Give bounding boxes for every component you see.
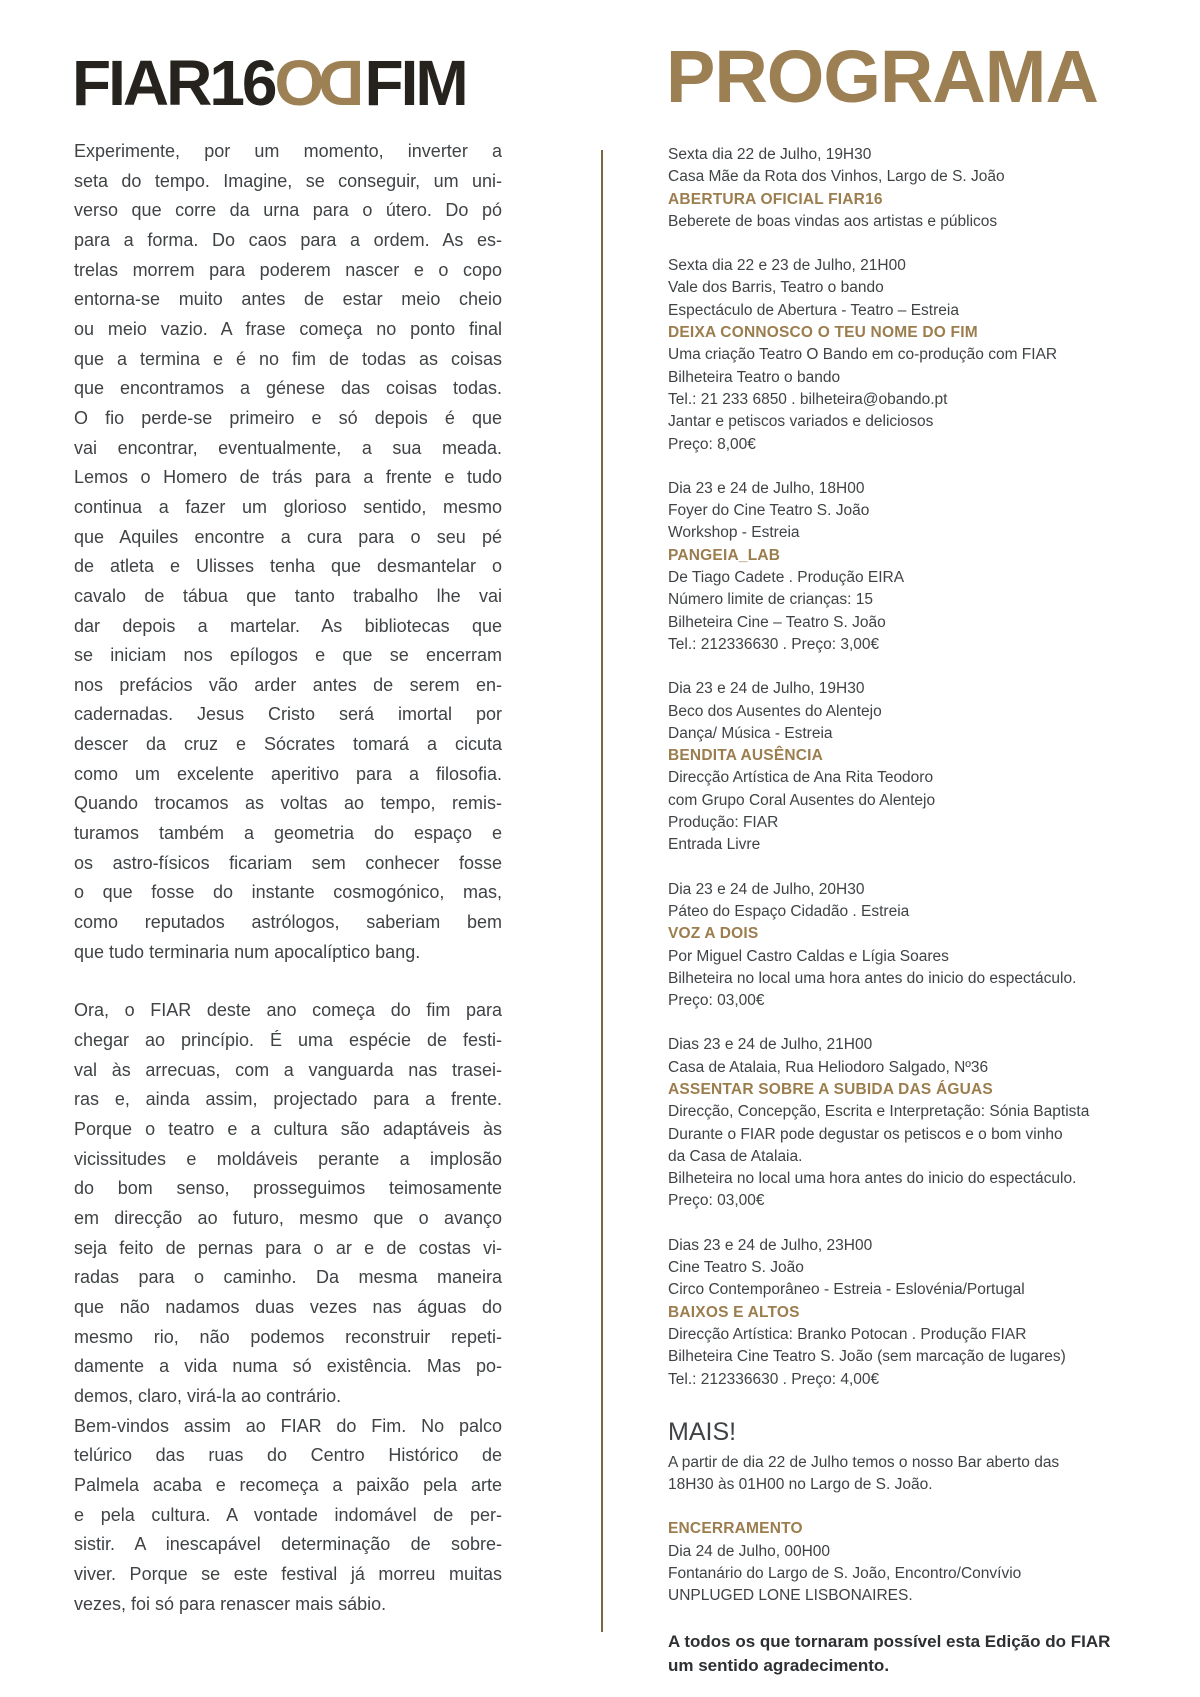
intro-line: damente a vida numa só existência. Mas po- <box>74 1356 502 1377</box>
intro-line: O fio perde-se primeiro e só depois é que <box>74 407 502 428</box>
intro-line: continua a fazer um glorioso sentido, mesmo <box>74 496 502 517</box>
intro-line: Palmela acaba e recomeça a paixão pela arte <box>74 1474 502 1495</box>
mais-line: A partir de dia 22 de Julho temos o nosso Bar aberto das <box>668 1453 1060 1471</box>
intro-line: trelas morrem para poderem nascer e o copo <box>74 259 502 280</box>
intro-line: descer da cruz e Sócrates tomará a cicuta <box>74 734 502 755</box>
intro-paragraph-1 <box>74 137 502 967</box>
intro-line: se iniciam nos epílogos e que se encerram <box>74 645 502 666</box>
intro-line: radas para o caminho. Da mesma maneira <box>74 1267 502 1288</box>
event-block <box>668 1034 1188 1212</box>
event-venue: Casa de Atalaia, Rua Heliodoro Salgado, Nº36 <box>668 1058 989 1076</box>
intro-line: viver. Porque se este festival já morreu muitas <box>74 1563 502 1584</box>
event-price: Entrada Livre <box>668 836 761 854</box>
intro-line: telúrico das ruas do Centro Histórico de <box>74 1445 502 1466</box>
column-divider <box>601 150 603 1632</box>
event-block <box>668 144 1188 233</box>
event-price: Preço: 8,00€ <box>668 435 756 453</box>
intro-line: Porque o teatro e a cultura são adaptáveis às <box>74 1119 502 1139</box>
intro-line: cavalo de tábua que tanto trabalho lhe vai <box>74 585 502 606</box>
event-title: ABERTURA OFICIAL FIAR16 <box>668 190 883 208</box>
event-block <box>668 678 1188 856</box>
event-detail: Bilheteira no local uma hora antes do inicio do espectáculo. <box>668 1170 1077 1188</box>
event-block <box>668 255 1188 456</box>
intro-line: demos, claro, virá-la ao contrário. <box>74 1385 342 1406</box>
intro-paragraph-3 <box>74 1412 502 1620</box>
event-detail: Direcção Artística: Branko Potocan . Produção FIAR <box>668 1325 1027 1343</box>
event-venue: Casa Mãe da Rota dos Vinhos, Largo de S. João <box>668 168 1005 186</box>
event-block <box>668 879 1188 1013</box>
event-title: BENDITA AUSÊNCIA <box>668 747 824 765</box>
event-block <box>668 1235 1188 1391</box>
intro-line: que Aquiles encontre a cura para o seu pé <box>74 526 502 547</box>
event-genre: Dança/ Música - Estreia <box>668 724 833 742</box>
intro-line: val às arrecuas, com a vanguarda nas trasei- <box>74 1059 502 1080</box>
event-venue: Beco dos Ausentes do Alentejo <box>668 702 882 720</box>
event-title: DEIXA CONNOSCO O TEU NOME DO FIM <box>668 324 978 342</box>
event-detail: Bilheteira Cine Teatro S. João (sem marcação de lugares) <box>668 1348 1066 1366</box>
event-detail: Direcção, Concepção, Escrita e Interpretação: Sónia Baptista <box>668 1103 1090 1121</box>
event-date: Dia 23 e 24 de Julho, 20H30 <box>668 880 865 898</box>
intro-line: de atleta e Ulisses tenha que desmantelar o <box>74 556 502 577</box>
event-price: Tel.: 212336630 . Preço: 3,00€ <box>668 635 880 653</box>
intro-line: ras e, ainda assim, projectado para a frente. <box>74 1089 502 1110</box>
event-detail: De Tiago Cadete . Produção EIRA <box>668 569 905 587</box>
mais-line: 18H30 às 01H00 no Largo de S. João. <box>668 1476 933 1494</box>
intro-line: dar depois a martelar. As bibliotecas que <box>74 615 502 636</box>
encerramento-detail: UNPLUGED LONE LISBONAIRES. <box>668 1587 913 1605</box>
intro-line: sistir. A inescapável determinação de sobre- <box>74 1534 502 1555</box>
event-detail: Bilheteira Cine – Teatro S. João <box>668 613 886 631</box>
event-date: Sexta dia 22 e 23 de Julho, 21H00 <box>668 257 906 275</box>
thanks-note <box>668 1630 1188 1679</box>
intro-line: e pela cultura. A vontade indomável de per- <box>74 1504 502 1525</box>
event-detail: Direcção Artística de Ana Rita Teodoro <box>668 769 934 787</box>
event-detail: com Grupo Coral Ausentes do Alentejo <box>668 791 936 809</box>
events-list <box>668 144 1188 1391</box>
intro-line: que a termina e é no fim de todas as coisas <box>74 348 502 369</box>
event-date: Dias 23 e 24 de Julho, 23H00 <box>668 1236 873 1254</box>
event-detail: Produção: FIAR <box>668 814 779 832</box>
thanks-line: A todos os que tornaram possível esta Edição do FIAR <box>668 1631 1111 1651</box>
program-title: PROGRAMA <box>666 35 1098 118</box>
intro-line: Lemos o Homero de trás para a frente e tudo <box>74 467 502 488</box>
intro-line: vicissitudes e moldáveis perante a implosão <box>74 1148 502 1169</box>
intro-line: entorna-se muito antes de estar meio cheio <box>74 289 502 310</box>
event-block <box>668 478 1188 656</box>
intro-line: que não nadamos duas vezes nas águas do <box>74 1296 502 1317</box>
intro-line: verso que corre da urna para o útero. Do pó <box>74 200 502 221</box>
intro-line: seja feito de pernas para o ar e de costas vi- <box>74 1237 502 1258</box>
intro-line: vezes, foi só para renascer mais sábio. <box>74 1593 387 1614</box>
intro-line: que encontramos a génese das coisas todas. <box>74 378 502 399</box>
intro-line: ou meio vazio. A frase começa no ponto final <box>74 318 502 339</box>
encerramento-heading: ENCERRAMENTO <box>668 1520 803 1538</box>
event-venue: Cine Teatro S. João <box>668 1259 804 1277</box>
intro-line: mesmo rio, não podemos reconstruir repeti- <box>74 1326 502 1347</box>
event-title: VOZ A DOIS <box>668 925 759 943</box>
event-date: Dia 23 e 24 de Julho, 19H30 <box>668 680 865 698</box>
logo-text-fiar16: FIAR16 <box>72 47 275 119</box>
intro-line: os astro-físicos ficariam sem conhecer fosse <box>74 852 502 873</box>
event-detail: Uma criação Teatro O Bando em co-produção com FIAR <box>668 346 1058 364</box>
event-detail: Beberete de boas vindas aos artistas e públicos <box>668 212 998 230</box>
event-title: BAIXOS E ALTOS <box>668 1303 800 1321</box>
intro-line: que tudo terminaria num apocalíptico bang. <box>74 941 421 962</box>
event-venue: Vale dos Barris, Teatro o bando <box>668 279 884 297</box>
intro-line: Ora, o FIAR deste ano começa do fim para <box>74 1000 502 1021</box>
event-detail: Número limite de crianças: 15 <box>668 591 874 609</box>
event-date: Dias 23 e 24 de Julho, 21H00 <box>668 1036 873 1054</box>
event-genre: Workshop - Estreia <box>668 524 800 542</box>
encerramento-section <box>668 1518 1188 1607</box>
logo-letter-o: O <box>274 47 322 119</box>
intro-line: nos prefácios vão arder antes de serem en- <box>74 674 502 695</box>
intro-line: como reputados astrólogos, saberiam bem <box>74 912 502 933</box>
event-detail: da Casa de Atalaia. <box>668 1147 803 1165</box>
event-price: Preço: 03,00€ <box>668 1192 765 1210</box>
intro-line: para a forma. Do caos para a ordem. As es- <box>74 229 502 250</box>
intro-line: Bem-vindos assim ao FIAR do Fim. No palco <box>74 1415 502 1436</box>
event-venue: Foyer do Cine Teatro S. João <box>668 502 870 520</box>
fiar16-logo <box>72 46 466 120</box>
event-date: Sexta dia 22 de Julho, 19H30 <box>668 146 872 163</box>
mais-section <box>668 1417 1188 1497</box>
intro-column <box>74 137 502 1619</box>
intro-line: seta do tempo. Imagine, se conseguir, um uni- <box>74 170 502 191</box>
encerramento-venue: Fontanário do Largo de S. João, Encontro/Convívio <box>668 1565 1022 1583</box>
event-detail: Tel.: 21 233 6850 . bilheteira@obando.pt <box>668 390 948 408</box>
program-column <box>668 144 1188 1679</box>
event-detail: Jantar e petiscos variados e deliciosos <box>668 413 934 431</box>
intro-line: vai encontrar, eventualmente, a sua meada. <box>74 437 502 458</box>
intro-line: cadernadas. Jesus Cristo será imortal por <box>74 704 502 725</box>
event-venue: Páteo do Espaço Cidadão . Estreia <box>668 902 910 920</box>
event-detail: Bilheteira no local uma hora antes do inicio do espectáculo. <box>668 969 1077 987</box>
thanks-line: um sentido agradecimento. <box>668 1656 890 1676</box>
intro-line: como um excelente aperitivo para a filosofia. <box>74 763 502 784</box>
logo-letter-mirrored-d: D <box>321 47 365 119</box>
intro-line: o que fosse do instante cosmogónico, mas, <box>74 882 502 903</box>
intro-line: chegar ao princípio. É uma espécie de festi- <box>74 1030 502 1051</box>
event-detail: Bilheteira Teatro o bando <box>668 368 841 386</box>
event-date: Dia 23 e 24 de Julho, 18H00 <box>668 479 865 497</box>
event-price: Tel.: 212336630 . Preço: 4,00€ <box>668 1370 880 1388</box>
mais-heading: MAIS! <box>668 1417 737 1446</box>
intro-line: Quando trocamos as voltas ao tempo, remis- <box>74 793 502 814</box>
event-title: ASSENTAR SOBRE A SUBIDA DAS ÁGUAS <box>668 1080 993 1098</box>
event-genre: Espectáculo de Abertura - Teatro – Estreia <box>668 301 959 319</box>
event-price: Preço: 03,00€ <box>668 992 765 1010</box>
logo-text-fim: FIM <box>364 47 466 119</box>
event-title: PANGEIA_LAB <box>668 546 781 564</box>
intro-line: em direcção ao futuro, mesmo que o avanço <box>74 1207 502 1228</box>
event-detail: Por Miguel Castro Caldas e Lígia Soares <box>668 947 949 965</box>
event-detail: Durante o FIAR pode degustar os petiscos e o bom vinho <box>668 1125 1063 1143</box>
intro-line: turamos também a geometria do espaço e <box>74 823 502 844</box>
intro-line: do bom senso, prosseguimos teimosamente <box>74 1178 502 1199</box>
encerramento-date: Dia 24 de Julho, 00H00 <box>668 1542 831 1560</box>
intro-line: Experimente, por um momento, inverter a <box>74 141 502 161</box>
intro-paragraph-2 <box>74 996 502 1411</box>
event-genre: Circo Contemporâneo - Estreia - Eslovénia/Portugal <box>668 1281 1025 1299</box>
